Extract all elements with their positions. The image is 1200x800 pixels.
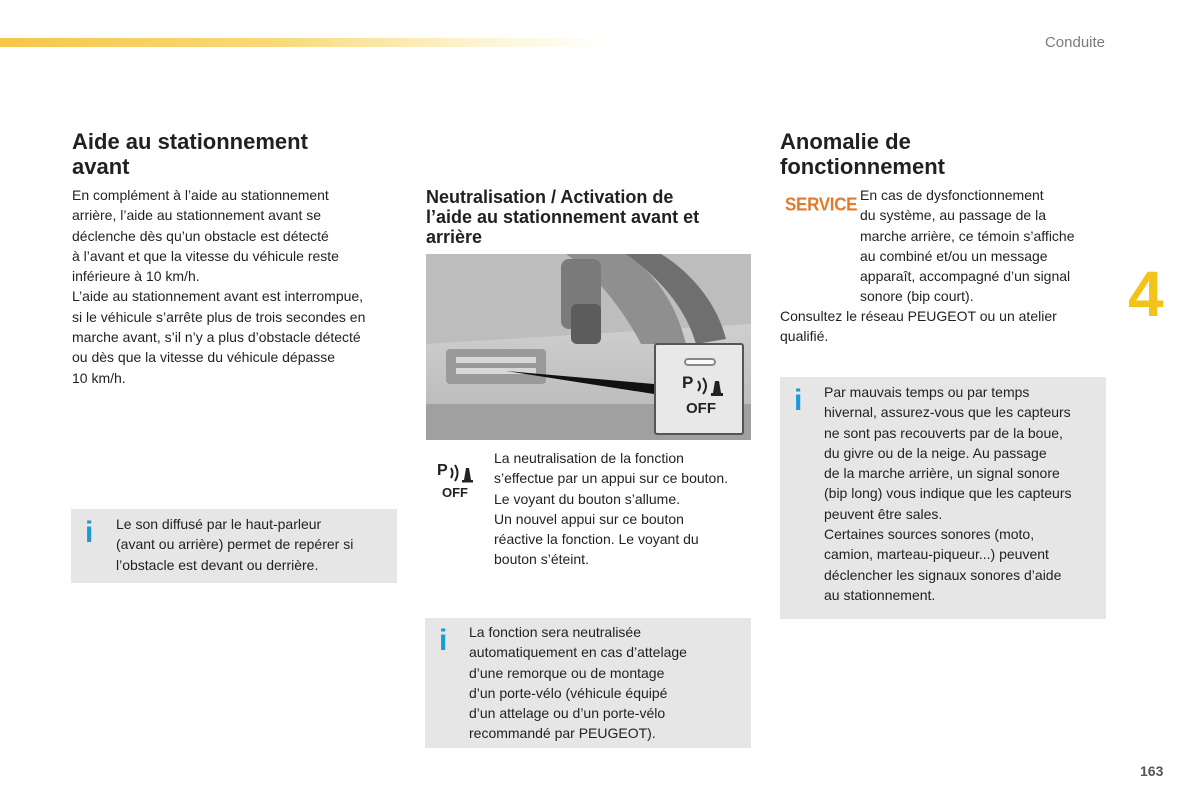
parking-sensor-icon — [449, 463, 475, 483]
small-icon-off: OFF — [442, 485, 468, 500]
left-line: si le véhicule s’arrête plus de trois secondes en — [72, 308, 366, 325]
right-service-line: marche arrière, ce témoin s’affiche — [860, 227, 1075, 244]
info-line: de la marche arrière, un signal sonore — [824, 465, 1060, 482]
service-warning-icon: SERVICE — [785, 194, 858, 215]
middle-subtitle-line2: l’aide au stationnement avant et — [426, 207, 700, 227]
info-line: (avant ou arrière) permet de repérer si — [116, 536, 354, 553]
right-consult-line: Consultez le réseau PEUGEOT ou un atelier — [780, 308, 1057, 324]
left-info-text — [116, 514, 391, 575]
right-service-body — [860, 185, 1125, 307]
right-service-line: au combiné et/ou un message — [860, 247, 1048, 264]
middle-line: La neutralisation de la fonction — [494, 450, 684, 466]
info-line: Le son diffusé par le haut-parleur — [116, 516, 322, 532]
left-title-line2: avant — [72, 154, 130, 179]
info-icon: i — [794, 384, 803, 417]
info-line: d’un attelage ou d’un porte-vélo — [469, 705, 666, 722]
left-line: inférieure à 10 km/h. — [72, 268, 200, 285]
info-line: du givre ou de la neige. Au passage — [824, 444, 1047, 461]
right-service-line: sonore (bip court). — [860, 288, 974, 305]
button-face-p: P — [682, 373, 694, 392]
middle-body — [494, 448, 759, 570]
button-face-off: OFF — [686, 400, 716, 417]
parking-off-small-icon — [436, 462, 482, 502]
middle-line: s’effectue par un appui sur ce bouton. — [494, 470, 729, 487]
middle-line: réactive la fonction. Le voyant du — [494, 531, 699, 548]
parking-sensor-icon — [696, 375, 726, 397]
info-line: ne sont pas recouverts par de la boue, — [824, 424, 1063, 441]
info-line: Par mauvais temps ou par temps — [824, 384, 1030, 400]
right-consult-line: qualifié. — [780, 328, 829, 345]
left-line: En complément à l’aide au stationnement — [72, 187, 329, 203]
right-title — [780, 129, 945, 179]
info-line: déclencher les signaux sonores d’aide — [824, 566, 1062, 583]
info-line: hivernal, assurez-vous que les capteurs — [824, 404, 1071, 421]
middle-line: bouton s’éteint. — [494, 551, 589, 568]
right-service-line: apparaît, accompagné d’un signal — [860, 268, 1071, 285]
header-accent-bar — [0, 38, 610, 47]
right-service-line: En cas de dysfonctionnement — [860, 187, 1044, 203]
info-line: d’un porte-vélo (véhicule équipé — [469, 684, 668, 701]
left-line: L’aide au stationnement avant est interrompue, — [72, 288, 364, 305]
left-line: déclenche dès qu’un obstacle est détecté — [72, 227, 329, 244]
chapter-number: 4 — [1128, 258, 1164, 330]
left-title — [72, 129, 308, 179]
info-icon: i — [439, 624, 448, 657]
small-icon-p: P — [437, 462, 448, 479]
info-line: (bip long) vous indique que les capteurs — [824, 485, 1072, 502]
info-line: d’une remorque ou de montage — [469, 664, 665, 681]
info-icon: i — [85, 516, 94, 549]
right-info-text — [824, 382, 1104, 605]
left-title-line1: Aide au stationnement — [72, 129, 308, 154]
middle-line: Un nouvel appui sur ce bouton — [494, 510, 684, 527]
info-line: peuvent être sales. — [824, 505, 943, 522]
right-info-box — [780, 377, 1106, 619]
middle-info-text — [469, 622, 744, 744]
middle-info-box — [425, 618, 751, 748]
right-title-line1: Anomalie de — [780, 129, 911, 154]
info-line: automatiquement en cas d’attelage — [469, 644, 687, 661]
middle-subtitle-line3: arrière — [426, 227, 483, 247]
right-title-line2: fonctionnement — [780, 154, 945, 179]
left-line: arrière, l’aide au stationnement avant se — [72, 207, 322, 224]
info-line: La fonction sera neutralisée — [469, 624, 641, 640]
info-line: recommandé par PEUGEOT). — [469, 725, 656, 742]
left-line: 10 km/h. — [72, 369, 126, 386]
left-line: ou dès que la vitesse du véhicule dépasse — [72, 349, 336, 366]
left-line: marche avant, s’il n’y a plus d’obstacle détecté — [72, 329, 361, 346]
middle-subtitle — [426, 187, 699, 247]
info-line: Certaines sources sonores (moto, — [824, 526, 1035, 543]
right-service-line: du système, au passage de la — [860, 207, 1047, 224]
info-line: au stationnement. — [824, 586, 936, 603]
info-line: camion, marteau-piqueur...) peuvent — [824, 546, 1049, 563]
left-body — [72, 185, 402, 388]
left-info-box — [71, 509, 397, 583]
right-consult-body — [780, 306, 1110, 347]
middle-subtitle-line1: Neutralisation / Activation de — [426, 187, 674, 207]
info-line: l’obstacle est devant ou derrière. — [116, 556, 319, 573]
parking-off-button[interactable] — [654, 343, 744, 435]
left-line: à l’avant et que la vitesse du véhicule reste — [72, 247, 339, 264]
button-indicator-slot — [684, 358, 716, 366]
middle-line: Le voyant du bouton s’allume. — [494, 490, 681, 507]
page-number: 163 — [1140, 763, 1164, 779]
section-title: Conduite — [1044, 34, 1105, 51]
